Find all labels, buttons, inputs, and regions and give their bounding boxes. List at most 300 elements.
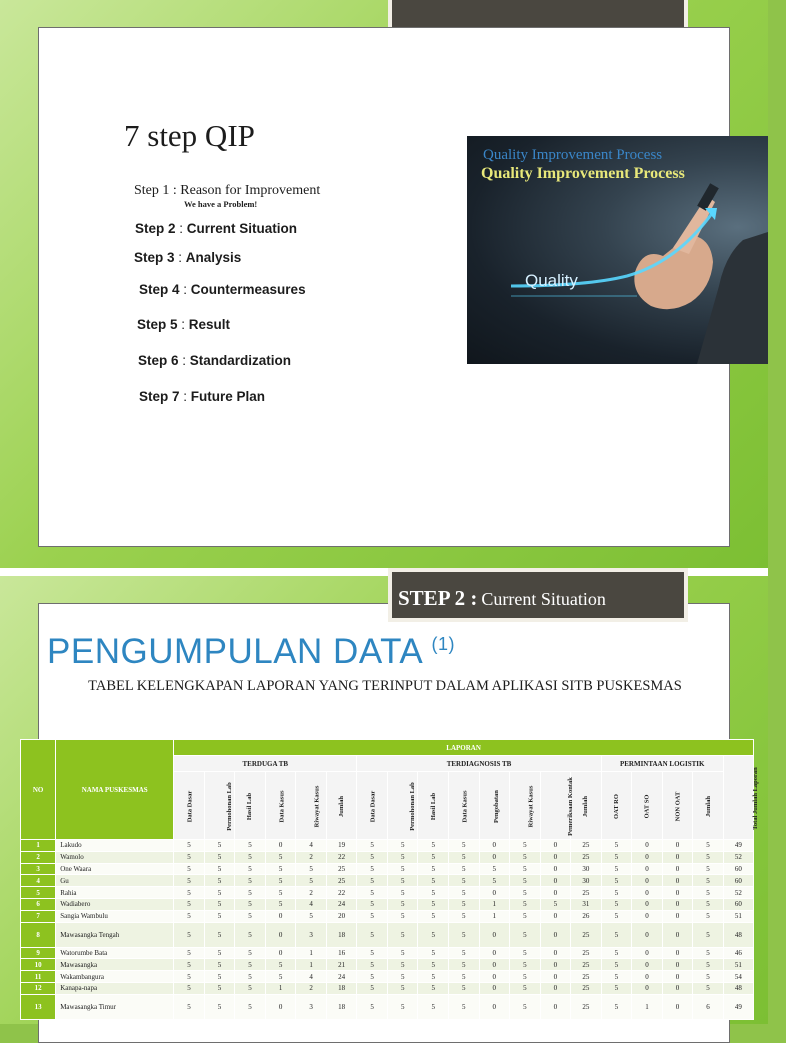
table-cell: 52 xyxy=(723,887,753,899)
table-cell: 5 xyxy=(601,971,632,983)
image-caption-blue: Quality Improvement Process xyxy=(483,147,663,163)
table-cell: 5 xyxy=(174,887,205,899)
table-cell: 0 xyxy=(632,875,663,887)
col-header-terduga: Data Dasar xyxy=(174,772,205,840)
table-cell: 5 xyxy=(510,947,541,959)
table-row xyxy=(21,982,754,994)
row-number: 9 xyxy=(21,947,56,959)
table-cell: 26 xyxy=(571,910,602,922)
table-cell: 0 xyxy=(540,959,571,971)
table-cell: 5 xyxy=(357,947,388,959)
table-cell: 20 xyxy=(326,910,357,922)
table-cell: 0 xyxy=(632,887,663,899)
table-cell: 5 xyxy=(510,840,541,852)
table-cell: 5 xyxy=(418,994,449,1019)
table-cell: 5 xyxy=(693,947,724,959)
table-cell: 5 xyxy=(448,971,479,983)
table-cell: 5 xyxy=(357,875,388,887)
group-header-terduga: TERDUGA TB xyxy=(174,756,357,772)
table-cell: 5 xyxy=(204,971,235,983)
table-cell: 5 xyxy=(448,851,479,863)
puskesmas-name: Mawasangka Timur xyxy=(56,994,174,1019)
table-cell: 5 xyxy=(235,851,266,863)
table-cell: 5 xyxy=(204,982,235,994)
table-cell: 5 xyxy=(418,959,449,971)
table-cell: 0 xyxy=(662,982,693,994)
table-row xyxy=(21,887,754,899)
step-number: Step 1 xyxy=(134,183,170,198)
table-cell: 51 xyxy=(723,959,753,971)
table-cell: 0 xyxy=(662,947,693,959)
page-title xyxy=(47,632,455,672)
table-cell: 5 xyxy=(204,863,235,875)
table-cell: 5 xyxy=(204,840,235,852)
table-cell: 0 xyxy=(479,994,510,1019)
table-cell: 5 xyxy=(693,887,724,899)
table-row xyxy=(21,947,754,959)
step-label: Result xyxy=(188,317,231,332)
table-cell: 5 xyxy=(174,863,205,875)
table-cell: 0 xyxy=(265,840,296,852)
table-cell: 5 xyxy=(204,922,235,947)
row-number: 6 xyxy=(21,898,56,910)
table-cell: 0 xyxy=(479,887,510,899)
puskesmas-name: Wakambangura xyxy=(56,971,174,983)
table-cell: 0 xyxy=(632,922,663,947)
step-number: Step 5 xyxy=(137,317,178,332)
table-cell: 22 xyxy=(326,851,357,863)
table-cell: 5 xyxy=(418,875,449,887)
table-cell: 0 xyxy=(632,982,663,994)
table-cell: 0 xyxy=(540,994,571,1019)
table-cell: 25 xyxy=(571,947,602,959)
col-header-terdiagnosis: Data Kasus xyxy=(448,772,479,840)
table-cell: 1 xyxy=(265,982,296,994)
table-cell: 5 xyxy=(387,840,418,852)
row-number: 2 xyxy=(21,851,56,863)
slide-title: 7 step QIP xyxy=(124,118,255,153)
table-cell: 0 xyxy=(632,910,663,922)
step-number: Step 7 xyxy=(139,389,180,404)
table-cell: 0 xyxy=(540,875,571,887)
col-header-terdiagnosis: Hasil Lab xyxy=(418,772,449,840)
step-separator: : xyxy=(178,353,190,368)
table-cell: 5 xyxy=(601,922,632,947)
table-cell: 5 xyxy=(418,851,449,863)
table-cell: 5 xyxy=(357,922,388,947)
table-cell: 5 xyxy=(357,840,388,852)
table-cell: 5 xyxy=(693,840,724,852)
table-cell: 0 xyxy=(662,840,693,852)
table-cell: 0 xyxy=(540,982,571,994)
col-header-logistik: NON OAT xyxy=(662,772,693,840)
table-cell: 0 xyxy=(540,863,571,875)
table-cell: 5 xyxy=(601,863,632,875)
table-cell: 0 xyxy=(265,947,296,959)
table-cell: 25 xyxy=(571,959,602,971)
table-row xyxy=(21,922,754,947)
table-cell: 0 xyxy=(662,959,693,971)
table-cell: 0 xyxy=(265,994,296,1019)
table-cell: 5 xyxy=(265,851,296,863)
table-cell: 5 xyxy=(418,910,449,922)
puskesmas-name: Kanapa-napa xyxy=(56,982,174,994)
step-6 xyxy=(138,353,291,368)
row-number: 4 xyxy=(21,875,56,887)
row-number: 13 xyxy=(21,994,56,1019)
step-separator: : xyxy=(179,282,191,297)
table-cell: 5 xyxy=(418,947,449,959)
puskesmas-name: Gu xyxy=(56,875,174,887)
table-cell: 5 xyxy=(357,851,388,863)
step-header-label: Current Situation xyxy=(481,589,606,609)
step-7 xyxy=(139,389,265,404)
table-cell: 5 xyxy=(357,982,388,994)
row-number: 10 xyxy=(21,959,56,971)
table-cell: 5 xyxy=(448,840,479,852)
table-cell: 5 xyxy=(479,863,510,875)
table-cell: 5 xyxy=(601,898,632,910)
table-cell: 0 xyxy=(479,922,510,947)
table-cell: 18 xyxy=(326,922,357,947)
table-cell: 5 xyxy=(693,851,724,863)
puskesmas-name: Lakudo xyxy=(56,840,174,852)
table-row xyxy=(21,863,754,875)
table-cell: 25 xyxy=(571,922,602,947)
table-cell: 5 xyxy=(387,982,418,994)
page-title-superscript: (1) xyxy=(431,634,456,654)
table-cell: 48 xyxy=(723,982,753,994)
table-cell: 5 xyxy=(601,851,632,863)
table-cell: 0 xyxy=(479,851,510,863)
table-cell: 5 xyxy=(174,982,205,994)
table-cell: 5 xyxy=(174,875,205,887)
table-cell: 24 xyxy=(326,971,357,983)
table-cell: 5 xyxy=(601,982,632,994)
table-cell: 4 xyxy=(296,898,327,910)
table-cell: 5 xyxy=(510,959,541,971)
table-cell: 18 xyxy=(326,982,357,994)
col-header-logistik: Jumlah xyxy=(693,772,724,840)
row-number: 11 xyxy=(21,971,56,983)
row-number: 8 xyxy=(21,922,56,947)
table-cell: 5 xyxy=(235,898,266,910)
table-cell: 5 xyxy=(601,959,632,971)
table-cell: 5 xyxy=(174,898,205,910)
col-header-no: NO xyxy=(21,740,56,840)
table-cell: 0 xyxy=(632,898,663,910)
table-cell: 5 xyxy=(693,910,724,922)
table-cell: 5 xyxy=(204,887,235,899)
table-cell: 2 xyxy=(296,982,327,994)
table-cell: 4 xyxy=(296,840,327,852)
quality-word: Quality xyxy=(525,271,578,290)
table-cell: 5 xyxy=(479,875,510,887)
report-table xyxy=(20,739,759,1029)
table-cell: 51 xyxy=(723,910,753,922)
table-cell: 5 xyxy=(174,922,205,947)
table-cell: 3 xyxy=(296,994,327,1019)
puskesmas-name: Mawasangka xyxy=(56,959,174,971)
table-cell: 5 xyxy=(265,875,296,887)
table-cell: 46 xyxy=(723,947,753,959)
table-cell: 5 xyxy=(448,947,479,959)
table-cell: 0 xyxy=(540,840,571,852)
table-cell: 5 xyxy=(448,922,479,947)
table-cell: 0 xyxy=(662,994,693,1019)
table-cell: 5 xyxy=(510,971,541,983)
table-cell: 49 xyxy=(723,994,753,1019)
table-cell: 5 xyxy=(296,910,327,922)
table-cell: 5 xyxy=(174,840,205,852)
table-cell: 25 xyxy=(571,994,602,1019)
table-cell: 25 xyxy=(571,982,602,994)
col-header-terdiagnosis: Data Dasar xyxy=(357,772,388,840)
step-5 xyxy=(137,317,230,332)
table-cell: 5 xyxy=(601,875,632,887)
table-cell: 0 xyxy=(479,982,510,994)
table-cell: 5 xyxy=(235,887,266,899)
table-cell: 5 xyxy=(235,840,266,852)
table-cell: 0 xyxy=(479,971,510,983)
table-cell: 5 xyxy=(357,994,388,1019)
table-cell: 5 xyxy=(601,887,632,899)
table-cell: 5 xyxy=(235,971,266,983)
table-cell: 5 xyxy=(448,994,479,1019)
step-number: Step 3 xyxy=(134,250,175,265)
table-cell: 5 xyxy=(693,875,724,887)
table-cell: 16 xyxy=(326,947,357,959)
table-cell: 5 xyxy=(418,863,449,875)
table-cell: 5 xyxy=(448,910,479,922)
step-label: Current Situation xyxy=(186,221,298,236)
step-1-note: We have a Problem! xyxy=(184,199,258,209)
table-cell: 0 xyxy=(662,910,693,922)
table-cell: 19 xyxy=(326,840,357,852)
table-cell: 5 xyxy=(357,959,388,971)
col-header-logistik: OAT SO xyxy=(632,772,663,840)
table-cell: 5 xyxy=(448,982,479,994)
table-cell: 5 xyxy=(510,994,541,1019)
table-cell: 5 xyxy=(387,922,418,947)
puskesmas-name: Rahia xyxy=(56,887,174,899)
table-cell: 5 xyxy=(174,851,205,863)
table-cell: 5 xyxy=(510,982,541,994)
table-cell: 5 xyxy=(204,851,235,863)
table-cell: 5 xyxy=(510,863,541,875)
table-cell: 60 xyxy=(723,875,753,887)
table-cell: 1 xyxy=(479,910,510,922)
step-separator: : xyxy=(169,183,181,198)
quality-improvement-image xyxy=(467,136,768,364)
step-label: Countermeasures xyxy=(190,282,306,297)
table-cell: 60 xyxy=(723,863,753,875)
table-cell: 5 xyxy=(693,863,724,875)
table-cell: 2 xyxy=(296,851,327,863)
table-cell: 5 xyxy=(693,959,724,971)
row-number: 5 xyxy=(21,887,56,899)
group-header-logistik: PERMINTAAN LOGISTIK xyxy=(601,756,723,772)
table-cell: 5 xyxy=(387,971,418,983)
col-header-terdiagnosis: Permohonan Lab xyxy=(387,772,418,840)
col-header-name: NAMA PUSKESMAS xyxy=(56,740,174,840)
table-cell: 5 xyxy=(235,910,266,922)
table-cell: 5 xyxy=(387,887,418,899)
table-cell: 30 xyxy=(571,875,602,887)
table-cell: 0 xyxy=(632,959,663,971)
col-header-terdiagnosis: Jumlah xyxy=(571,772,602,840)
table-cell: 25 xyxy=(571,971,602,983)
table-cell: 25 xyxy=(571,840,602,852)
step-number: Step 6 xyxy=(138,353,179,368)
table-cell: 0 xyxy=(632,971,663,983)
table-cell: 5 xyxy=(418,840,449,852)
table-cell: 1 xyxy=(632,994,663,1019)
table-cell: 5 xyxy=(357,898,388,910)
table-cell: 0 xyxy=(662,971,693,983)
group-header-terdiagnosis: TERDIAGNOSIS TB xyxy=(357,756,601,772)
table-cell: 31 xyxy=(571,898,602,910)
table-cell: 5 xyxy=(265,887,296,899)
quality-graph-illustration xyxy=(467,136,768,364)
table-cell: 5 xyxy=(174,959,205,971)
table-cell: 0 xyxy=(662,922,693,947)
table-cell: 0 xyxy=(540,947,571,959)
table-cell: 5 xyxy=(174,910,205,922)
col-header-terduga: Jumlah xyxy=(326,772,357,840)
puskesmas-name: Wamolo xyxy=(56,851,174,863)
table-cell: 2 xyxy=(296,887,327,899)
step-4 xyxy=(139,282,306,297)
puskesmas-name: Watorumbe Bata xyxy=(56,947,174,959)
step-label: Analysis xyxy=(185,250,242,265)
table-cell: 5 xyxy=(204,994,235,1019)
table-cell: 5 xyxy=(387,947,418,959)
table-cell: 5 xyxy=(235,863,266,875)
table-cell: 5 xyxy=(204,959,235,971)
table-cell: 0 xyxy=(479,959,510,971)
table-row xyxy=(21,898,754,910)
step-separator: : xyxy=(175,221,187,236)
table-cell: 0 xyxy=(632,840,663,852)
table-cell: 5 xyxy=(387,994,418,1019)
table-cell: 0 xyxy=(540,910,571,922)
table-cell: 5 xyxy=(601,910,632,922)
table-cell: 5 xyxy=(174,947,205,959)
col-header-total-text: Total Jumlah Laporan xyxy=(751,766,759,830)
table-cell: 5 xyxy=(296,875,327,887)
table-cell: 0 xyxy=(632,863,663,875)
table-cell: 5 xyxy=(418,922,449,947)
table-cell: 5 xyxy=(235,982,266,994)
table-cell: 5 xyxy=(540,898,571,910)
table-cell: 1 xyxy=(296,959,327,971)
table-cell: 1 xyxy=(479,898,510,910)
table-cell: 0 xyxy=(479,840,510,852)
row-number: 12 xyxy=(21,982,56,994)
table-cell: 5 xyxy=(693,971,724,983)
step-label: Future Plan xyxy=(190,389,266,404)
table-cell: 0 xyxy=(540,887,571,899)
table-row xyxy=(21,875,754,887)
col-header-terduga: Hasil Lab xyxy=(235,772,266,840)
col-header-terduga: Riwayat Kasus xyxy=(296,772,327,840)
table-cell: 5 xyxy=(265,959,296,971)
step-separator: : xyxy=(179,389,191,404)
table-cell: 6 xyxy=(693,994,724,1019)
table-row xyxy=(21,994,754,1019)
table-cell: 0 xyxy=(479,947,510,959)
step-3 xyxy=(134,250,241,265)
row-number: 1 xyxy=(21,840,56,852)
table-cell: 5 xyxy=(418,898,449,910)
table-row xyxy=(21,851,754,863)
table-cell: 25 xyxy=(326,875,357,887)
table-cell: 0 xyxy=(632,851,663,863)
step-separator: : xyxy=(177,317,189,332)
table-cell: 5 xyxy=(418,887,449,899)
table-cell: 5 xyxy=(510,851,541,863)
row-number: 3 xyxy=(21,863,56,875)
table-cell: 0 xyxy=(662,851,693,863)
table-row xyxy=(21,840,754,852)
table-cell: 5 xyxy=(448,875,479,887)
table-cell: 54 xyxy=(723,971,753,983)
table-cell: 5 xyxy=(235,922,266,947)
table-cell: 0 xyxy=(540,851,571,863)
step-header xyxy=(398,586,606,611)
col-header-terdiagnosis: Riwayat Kasus xyxy=(510,772,541,840)
table-cell: 5 xyxy=(601,947,632,959)
table-cell: 22 xyxy=(326,887,357,899)
page-title-text: PENGUMPULAN DATA xyxy=(47,632,422,671)
table-cell: 5 xyxy=(693,922,724,947)
puskesmas-name: Sangia Wambulu xyxy=(56,910,174,922)
puskesmas-name: Wadiabero xyxy=(56,898,174,910)
table-cell: 0 xyxy=(662,863,693,875)
table-cell: 5 xyxy=(418,982,449,994)
step-label: Standardization xyxy=(189,353,292,368)
table-cell: 25 xyxy=(571,887,602,899)
table-row xyxy=(21,910,754,922)
step-2 xyxy=(135,221,297,236)
table-cell: 5 xyxy=(265,898,296,910)
col-header-logistik: OAT RO xyxy=(601,772,632,840)
table-cell: 5 xyxy=(296,863,327,875)
table-cell: 5 xyxy=(510,910,541,922)
table-cell: 5 xyxy=(601,994,632,1019)
puskesmas-name: Mawasangka Tengah xyxy=(56,922,174,947)
table-cell: 5 xyxy=(235,875,266,887)
table-row xyxy=(21,971,754,983)
table-cell: 21 xyxy=(326,959,357,971)
table-cell: 5 xyxy=(235,947,266,959)
step-label: Reason for Improvement xyxy=(180,183,321,198)
table-cell: 5 xyxy=(204,898,235,910)
image-caption-yellow: Quality Improvement Process xyxy=(481,165,685,182)
table-cell: 5 xyxy=(601,840,632,852)
table-cell: 5 xyxy=(448,887,479,899)
table-row xyxy=(21,959,754,971)
table-cell: 24 xyxy=(326,898,357,910)
table-cell: 5 xyxy=(387,875,418,887)
table-cell: 5 xyxy=(357,863,388,875)
col-header-terdiagnosis: Pemeriksaan Kontak xyxy=(540,772,571,840)
row-number: 7 xyxy=(21,910,56,922)
table-cell: 30 xyxy=(571,863,602,875)
table-cell: 5 xyxy=(448,959,479,971)
table-caption: TABEL KELENGKAPAN LAPORAN YANG TERINPUT DALAM APLIKASI SITB PUSKESMAS xyxy=(88,678,682,694)
